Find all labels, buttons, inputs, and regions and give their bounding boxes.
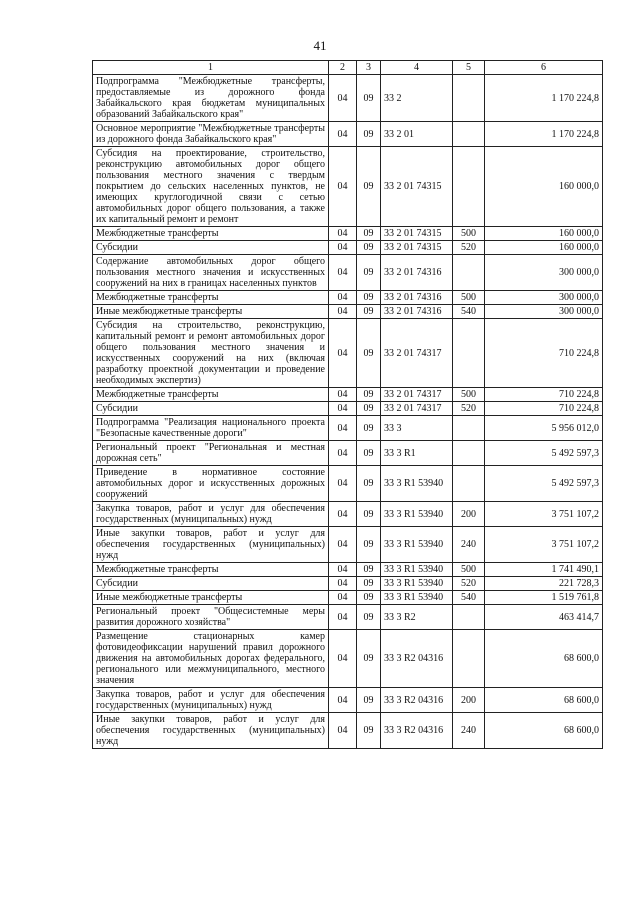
row-target-article: 33 2 01 74315 [381, 227, 453, 241]
row-subsection: 09 [357, 630, 381, 688]
row-name: Закупка товаров, работ и услуг для обеспечения государственных (муниципальных) нужд [93, 502, 329, 527]
row-section: 04 [329, 227, 357, 241]
table-row [93, 688, 603, 713]
row-expense-type [453, 466, 485, 502]
row-expense-type [453, 416, 485, 441]
row-subsection: 09 [357, 227, 381, 241]
row-amount: 5 492 597,3 [485, 466, 603, 502]
row-expense-type: 500 [453, 563, 485, 577]
row-amount: 3 751 107,2 [485, 527, 603, 563]
row-section: 04 [329, 577, 357, 591]
row-section: 04 [329, 591, 357, 605]
row-subsection: 09 [357, 402, 381, 416]
row-amount: 68 600,0 [485, 688, 603, 713]
row-expense-type: 520 [453, 241, 485, 255]
table-row [93, 255, 603, 291]
row-subsection: 09 [357, 388, 381, 402]
row-target-article: 33 3 R2 [381, 605, 453, 630]
row-amount: 710 224,8 [485, 319, 603, 388]
row-target-article: 33 3 R1 53940 [381, 502, 453, 527]
row-section: 04 [329, 630, 357, 688]
row-name: Субсидии [93, 577, 329, 591]
row-name: Иные закупки товаров, работ и услуг для обеспечения государственных (муниципальных) нужд [93, 713, 329, 749]
row-subsection: 09 [357, 122, 381, 147]
row-expense-type: 240 [453, 713, 485, 749]
row-amount: 5 492 597,3 [485, 441, 603, 466]
row-expense-type: 520 [453, 402, 485, 416]
row-target-article: 33 3 R2 04316 [381, 688, 453, 713]
table-row [93, 527, 603, 563]
header-col-6: 6 [485, 61, 603, 75]
row-amount: 300 000,0 [485, 255, 603, 291]
row-section: 04 [329, 122, 357, 147]
row-target-article: 33 2 [381, 75, 453, 122]
row-subsection: 09 [357, 527, 381, 563]
table-row [93, 241, 603, 255]
row-name: Субсидия на строительство, реконструкцию, капитальный ремонт и ремонт автомобильных дорог общего пользования местного значения и искусственных сооружений на них (включая разработку проектной документации и проведение необходимых экспертиз) [93, 319, 329, 388]
row-name: Межбюджетные трансферты [93, 227, 329, 241]
row-name: Субсидии [93, 402, 329, 416]
row-target-article: 33 3 R2 04316 [381, 713, 453, 749]
row-name: Межбюджетные трансферты [93, 563, 329, 577]
row-amount: 1 741 490,1 [485, 563, 603, 577]
row-section: 04 [329, 605, 357, 630]
header-col-5: 5 [453, 61, 485, 75]
row-expense-type [453, 75, 485, 122]
row-name: Иные закупки товаров, работ и услуг для обеспечения государственных (муниципальных) нужд [93, 527, 329, 563]
row-name: Региональный проект "Региональная и местная дорожная сеть" [93, 441, 329, 466]
row-section: 04 [329, 527, 357, 563]
table-row [93, 305, 603, 319]
row-target-article: 33 3 R1 53940 [381, 563, 453, 577]
table-row [93, 227, 603, 241]
row-target-article: 33 2 01 74315 [381, 147, 453, 227]
table-row [93, 630, 603, 688]
row-expense-type: 500 [453, 388, 485, 402]
row-target-article: 33 3 [381, 416, 453, 441]
row-amount: 160 000,0 [485, 227, 603, 241]
row-amount: 710 224,8 [485, 388, 603, 402]
row-expense-type: 500 [453, 227, 485, 241]
row-expense-type: 200 [453, 688, 485, 713]
row-target-article: 33 3 R2 04316 [381, 630, 453, 688]
row-name: Приведение в нормативное состояние автомобильных дорог и искусственных дорожных сооружений [93, 466, 329, 502]
row-name: Закупка товаров, работ и услуг для обеспечения государственных (муниципальных) нужд [93, 688, 329, 713]
row-section: 04 [329, 241, 357, 255]
row-target-article: 33 3 R1 53940 [381, 466, 453, 502]
row-expense-type: 540 [453, 591, 485, 605]
row-amount: 68 600,0 [485, 630, 603, 688]
row-name: Региональный проект "Общесистемные меры развития дорожного хозяйства" [93, 605, 329, 630]
row-target-article: 33 2 01 74316 [381, 255, 453, 291]
table-row [93, 591, 603, 605]
row-section: 04 [329, 688, 357, 713]
row-section: 04 [329, 713, 357, 749]
row-subsection: 09 [357, 466, 381, 502]
row-subsection: 09 [357, 75, 381, 122]
row-name: Иные межбюджетные трансферты [93, 591, 329, 605]
row-amount: 710 224,8 [485, 402, 603, 416]
row-subsection: 09 [357, 291, 381, 305]
row-subsection: 09 [357, 688, 381, 713]
row-subsection: 09 [357, 241, 381, 255]
row-subsection: 09 [357, 713, 381, 749]
table-row [93, 441, 603, 466]
row-section: 04 [329, 388, 357, 402]
row-expense-type [453, 319, 485, 388]
table-row [93, 502, 603, 527]
row-expense-type [453, 255, 485, 291]
table-row [93, 291, 603, 305]
row-expense-type [453, 147, 485, 227]
row-target-article: 33 3 R1 53940 [381, 577, 453, 591]
row-subsection: 09 [357, 255, 381, 291]
row-subsection: 09 [357, 441, 381, 466]
row-target-article: 33 2 01 74317 [381, 388, 453, 402]
row-expense-type: 200 [453, 502, 485, 527]
row-target-article: 33 2 01 74315 [381, 241, 453, 255]
row-expense-type [453, 122, 485, 147]
table-body [93, 75, 603, 749]
row-target-article: 33 2 01 74317 [381, 402, 453, 416]
row-target-article: 33 3 R1 53940 [381, 527, 453, 563]
row-expense-type [453, 605, 485, 630]
row-expense-type: 540 [453, 305, 485, 319]
row-section: 04 [329, 255, 357, 291]
header-col-1: 1 [93, 61, 329, 75]
table-row [93, 605, 603, 630]
row-expense-type: 500 [453, 291, 485, 305]
row-amount: 160 000,0 [485, 241, 603, 255]
row-subsection: 09 [357, 416, 381, 441]
row-expense-type [453, 630, 485, 688]
row-amount: 300 000,0 [485, 305, 603, 319]
row-amount: 1 170 224,8 [485, 122, 603, 147]
row-amount: 160 000,0 [485, 147, 603, 227]
row-subsection: 09 [357, 591, 381, 605]
row-amount: 221 728,3 [485, 577, 603, 591]
row-section: 04 [329, 402, 357, 416]
row-expense-type: 240 [453, 527, 485, 563]
row-section: 04 [329, 75, 357, 122]
row-section: 04 [329, 416, 357, 441]
row-section: 04 [329, 563, 357, 577]
row-target-article: 33 2 01 74316 [381, 305, 453, 319]
row-name: Подпрограмма "Реализация национального проекта "Безопасные качественные дороги" [93, 416, 329, 441]
row-name: Содержание автомобильных дорог общего пользования местного значения и искусственных сооружений на них в границах населенных пунктов [93, 255, 329, 291]
row-target-article: 33 2 01 [381, 122, 453, 147]
row-name: Межбюджетные трансферты [93, 291, 329, 305]
row-section: 04 [329, 441, 357, 466]
row-target-article: 33 3 R1 53940 [381, 591, 453, 605]
row-section: 04 [329, 502, 357, 527]
row-amount: 68 600,0 [485, 713, 603, 749]
row-expense-type [453, 441, 485, 466]
table-row [93, 466, 603, 502]
header-col-2: 2 [329, 61, 357, 75]
table-row [93, 75, 603, 122]
row-name: Размещение стационарных камер фотовидеофиксации нарушений правил дорожного движения на автомобильных дорогах федерального, регионального или межмуниципального, местного значения [93, 630, 329, 688]
row-amount: 1 170 224,8 [485, 75, 603, 122]
row-name: Основное мероприятие "Межбюджетные трансферты из дорожного фонда Забайкальского края" [93, 122, 329, 147]
table-row [93, 402, 603, 416]
row-target-article: 33 2 01 74316 [381, 291, 453, 305]
header-col-3: 3 [357, 61, 381, 75]
row-subsection: 09 [357, 605, 381, 630]
table-row [93, 122, 603, 147]
row-section: 04 [329, 147, 357, 227]
row-amount: 1 519 761,8 [485, 591, 603, 605]
row-section: 04 [329, 466, 357, 502]
row-target-article: 33 2 01 74317 [381, 319, 453, 388]
row-section: 04 [329, 305, 357, 319]
table-row [93, 416, 603, 441]
row-name: Иные межбюджетные трансферты [93, 305, 329, 319]
row-amount: 3 751 107,2 [485, 502, 603, 527]
table-row [93, 388, 603, 402]
row-name: Субсидия на проектирование, строительство, реконструкцию автомобильных дорог общего пользования местного значения с твердым покрытием до сельских населенных пунктов, не имеющих круглогодичной связи с сетью автомобильных дорог общего пользования, а также их капитальный ремонт и ремонт [93, 147, 329, 227]
page-number: 41 [313, 38, 327, 53]
row-amount: 5 956 012,0 [485, 416, 603, 441]
row-expense-type: 520 [453, 577, 485, 591]
budget-table [92, 60, 603, 749]
header-col-4: 4 [381, 61, 453, 75]
row-subsection: 09 [357, 563, 381, 577]
row-subsection: 09 [357, 502, 381, 527]
row-name: Межбюджетные трансферты [93, 388, 329, 402]
table-row [93, 713, 603, 749]
row-name: Субсидии [93, 241, 329, 255]
row-section: 04 [329, 319, 357, 388]
row-name: Подпрограмма "Межбюджетные трансферты, предоставляемые из дорожного фонда Забайкальского края бюджетам муниципальных образований Забайкальского края" [93, 75, 329, 122]
row-subsection: 09 [357, 305, 381, 319]
row-section: 04 [329, 291, 357, 305]
row-amount: 463 414,7 [485, 605, 603, 630]
row-target-article: 33 3 R1 [381, 441, 453, 466]
table-row [93, 563, 603, 577]
header-row [93, 61, 603, 75]
table-row [93, 319, 603, 388]
row-subsection: 09 [357, 319, 381, 388]
row-subsection: 09 [357, 147, 381, 227]
table-row [93, 147, 603, 227]
row-subsection: 09 [357, 577, 381, 591]
table-row [93, 577, 603, 591]
row-amount: 300 000,0 [485, 291, 603, 305]
